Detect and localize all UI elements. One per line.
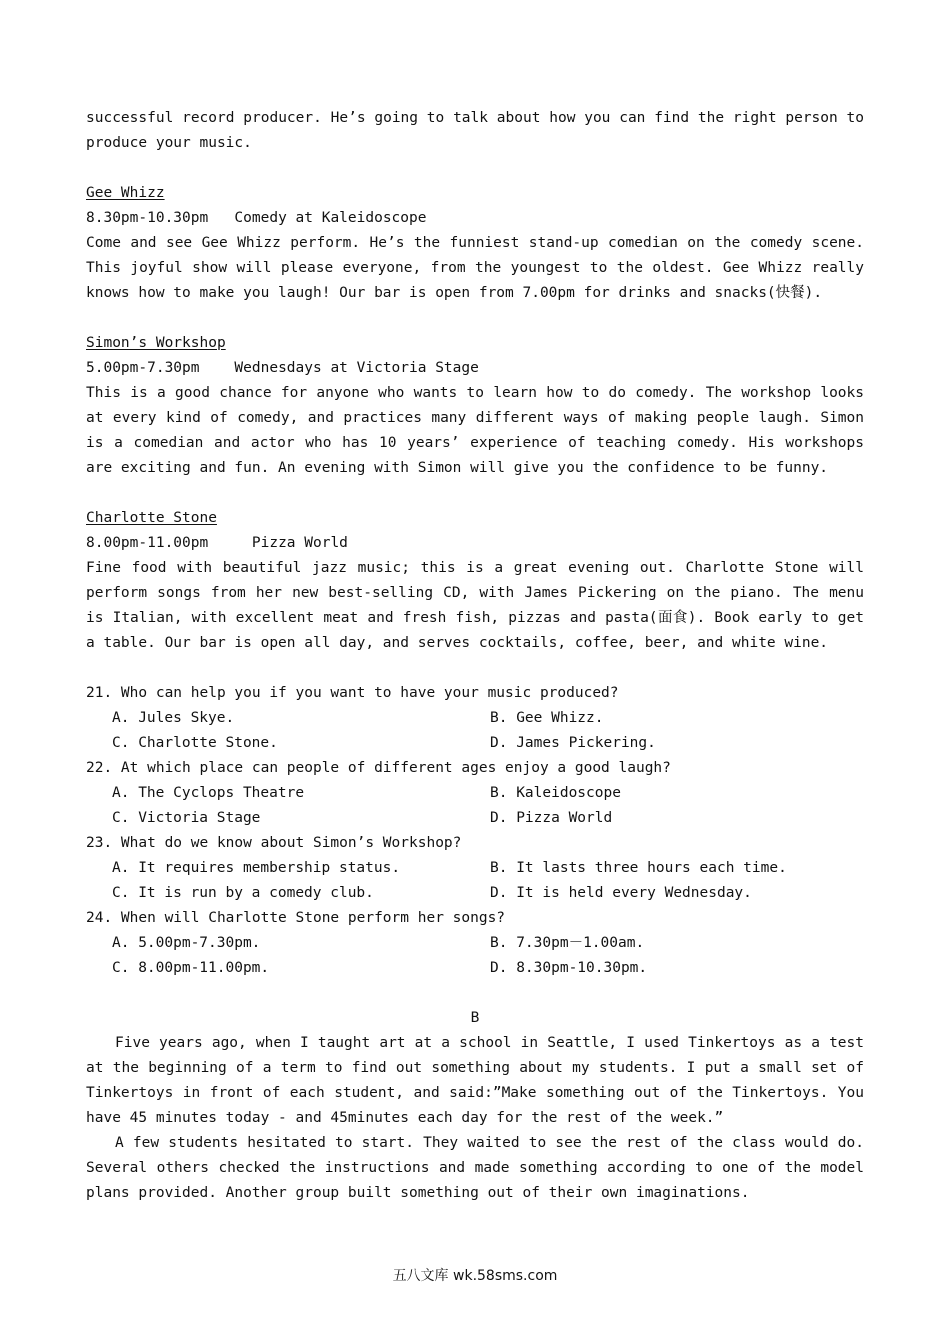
option-b: B. 7.30pm－1.00am. <box>490 935 645 951</box>
option-b: B. Kaleidoscope <box>490 785 621 801</box>
question-22 <box>86 756 864 831</box>
option-d: D. It is held every Wednesday. <box>490 885 752 901</box>
event-title: Gee Whizz <box>86 185 165 201</box>
option-d: D. Pizza World <box>490 810 613 826</box>
event-time: 5.00pm-7.30pm <box>86 360 200 376</box>
event-simons-workshop <box>86 331 864 481</box>
option-c: C. Victoria Stage <box>112 810 261 826</box>
event-time-venue <box>86 531 864 556</box>
question-23 <box>86 831 864 906</box>
event-description: Come and see Gee Whizz perform. He’s the funniest stand-up comedian on the comedy scene. This joyful show will please everyone, from the youngest to the oldest. Gee Whizz really knows how to make you laugh! Our bar is open from 7.00pm for drinks and snacks(快餐). <box>86 235 864 301</box>
section-b-heading: B <box>470 1010 480 1026</box>
option-a: A. Jules Skye. <box>112 710 235 726</box>
option-b: B. It lasts three hours each time. <box>490 860 787 876</box>
event-charlotte-stone <box>86 506 864 656</box>
section-b-paragraph: A few students hesitated to start. They waited to see the rest of the class would do. Several others checked the instructions and made something according to one of the model plans provided. Another group built something out of their own imaginations. <box>86 1135 864 1201</box>
option-c: C. Charlotte Stone. <box>112 735 278 751</box>
section-b-paragraph: Five years ago, when I taught art at a school in Seattle, I used Tinkertoys as a test at the beginning of a term to find out something about my students. I put a small set of Tinkertoys in front of each student, and said:”Make something out of the Tinkertoys. You have 45 minutes today - and 45minutes each day for the rest of the week.” <box>86 1035 864 1126</box>
question-stem: 23. What do we know about Simon’s Workshop? <box>86 835 462 851</box>
event-description: This is a good chance for anyone who wants to learn how to do comedy. The workshop looks at every kind of comedy, and practices many different ways of making people laugh. Simon is a comedian and actor who has 10 years’ experience of teaching comedy. His workshops are exciting and fun. An evening with Simon will give you the confidence to be funny. <box>86 385 864 476</box>
question-stem: 22. At which place can people of different ages enjoy a good laugh? <box>86 760 671 776</box>
intro-paragraph: successful record producer. He’s going to talk about how you can find the right person to produce your music. <box>86 110 864 151</box>
option-c: C. 8.00pm-11.00pm. <box>112 960 270 976</box>
question-stem: 24. When will Charlotte Stone perform her songs? <box>86 910 506 926</box>
question-stem: 21. Who can help you if you want to have your music produced? <box>86 685 619 701</box>
event-venue: Wednesdays at Victoria Stage <box>234 360 479 376</box>
event-venue: Pizza World <box>251 535 348 551</box>
option-d: D. 8.30pm-10.30pm. <box>490 960 648 976</box>
event-gee-whizz <box>86 181 864 306</box>
event-time: 8.00pm-11.00pm <box>86 535 209 551</box>
option-c: C. It is run by a comedy club. <box>112 885 374 901</box>
option-b: B. Gee Whizz. <box>490 710 604 726</box>
document-page <box>86 106 864 1206</box>
event-title: Charlotte Stone <box>86 510 217 526</box>
option-a: A. It requires membership status. <box>112 860 401 876</box>
option-a: A. 5.00pm-7.30pm. <box>112 935 261 951</box>
event-venue: Comedy at Kaleidoscope <box>234 210 427 226</box>
option-a: A. The Cyclops Theatre <box>112 785 305 801</box>
event-title: Simon’s Workshop <box>86 335 226 351</box>
event-description: Fine food with beautiful jazz music; this is a great evening out. Charlotte Stone will perform songs from her new best-selling CD, with James Pickering on the piano. The menu is Italian, with excellent meat and fresh fish, pizzas and pasta(面食). Book early to get a table. Our bar is open all day, and serves cocktails, coffee, beer, and white wine. <box>86 560 864 651</box>
option-d: D. James Pickering. <box>490 735 656 751</box>
event-time-venue <box>86 206 864 231</box>
question-24 <box>86 906 864 981</box>
event-time-venue <box>86 356 864 381</box>
page-footer-watermark: 五八文库 wk.58sms.com <box>392 1268 558 1284</box>
question-21 <box>86 681 864 756</box>
event-time: 8.30pm-10.30pm <box>86 210 209 226</box>
